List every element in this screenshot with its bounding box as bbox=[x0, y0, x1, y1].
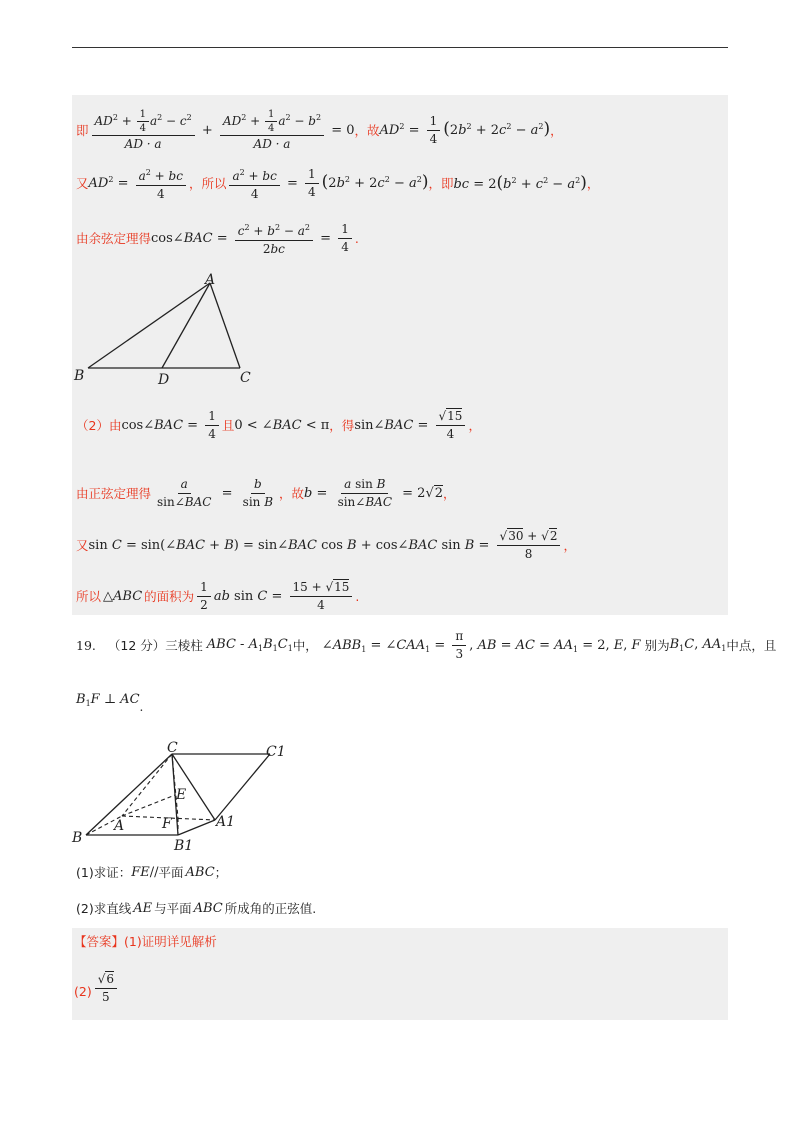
problem-19-condition: $B_1F$ ⊥ AC . bbox=[76, 692, 144, 714]
solution-part2-line-1: （2）由 cos∠BAC = $\frac{1}{4}$ 且 0 < ∠BAC < π ，得 sin∠BAC = $\frac{√15}{4}$ ， bbox=[76, 408, 481, 441]
solution-line-3: 由余弦定理得 cos∠BAC = $\frac{c^2 + b^2 - a^2}{2bc}$ = $\frac{1}{4}$ . bbox=[76, 221, 359, 256]
solution-line-2: 又 $AD^2$ = $\frac{a^2 + bc}{4}$ ，所以 $\frac{a^2 + bc}{4}$ = $\frac{1}{4}$ $(2b^2 + 2c^2 - a^2)$ ，即 bc = $2(b^2 + c^2 - a^2)$ ， bbox=[76, 166, 600, 201]
label-A: A bbox=[114, 818, 125, 834]
label-B: B bbox=[72, 830, 83, 846]
label-D: D bbox=[158, 372, 170, 388]
answer-line-1: 【答案】 (1)证明详见解析 bbox=[74, 934, 217, 949]
triangle-figure bbox=[70, 268, 270, 388]
label-A: A bbox=[205, 272, 216, 288]
label-C: C bbox=[240, 370, 251, 386]
problem-19-statement: 19. （12 分）三棱柱 ABC - $A_1B_1C_1$ 中， $\angle ABB_1$ = $\angle CAA_1$ = $\frac{\pi}{3}$ , AB = AC = $AA_1 = 2$, E, F 别为 $B_1C$, $AA_1$ 中点，且 bbox=[76, 628, 777, 661]
label-F: F bbox=[162, 816, 172, 832]
label-E: E bbox=[176, 787, 187, 803]
solution-line-1: 即 $AD^2$ + $\frac{1}{4}$ $a^2 - c^2$ AD · a + $AD^2$ + $\frac{1}{4}$ $a^2 - b^2$ AD · a = 0 ，故 $AD^2$ = $\frac{1}{4}$ $(2b^2 + 2c^2 - a^2)$ ， bbox=[76, 108, 563, 151]
label-B1: B1 bbox=[174, 838, 194, 854]
question-2: (2)求直线 AE 与平面 ABC 所成角的正弦值. bbox=[76, 900, 317, 916]
label-C: C bbox=[167, 740, 178, 756]
label-A1: A1 bbox=[216, 814, 236, 830]
formula: $AD^2$ + $\frac{1}{4}$ $a^2 - c^2$ AD · a + $AD^2$ + $\frac{1}{4}$ $a^2 - b^2$ AD · a = 0 bbox=[89, 109, 355, 152]
label-B: B bbox=[74, 368, 85, 384]
solution-part2-line-2: 由正弦定理得 $\frac{a}{\text{sin∠BAC}}$ = $\frac{b}{\text{sin B}}$ ，故 b = $\frac{\text{a sin B}}{\text{sin∠BAC}}$ = 2√2 ， bbox=[76, 476, 456, 509]
answer-line-2: (2) $\frac{√6}{5}$ bbox=[74, 955, 120, 1005]
label-C1: C1 bbox=[266, 744, 286, 760]
prism-figure bbox=[70, 738, 300, 858]
solution-part2-line-3: 又 sin C = sin(∠BAC + B) = sin∠BAC cos B + cos∠BAC sin B = $\frac{√30 + √2}{8}$ ， bbox=[76, 528, 576, 561]
question-1: (1)求证： FE// 平面 ABC ； bbox=[76, 864, 228, 880]
header-rule bbox=[72, 47, 728, 48]
solution-part2-line-4: 所以 △ABC 的面积为 $\frac{1}{2}$ ab sin C = $\frac{15 + √15}{4}$ . bbox=[76, 579, 360, 612]
